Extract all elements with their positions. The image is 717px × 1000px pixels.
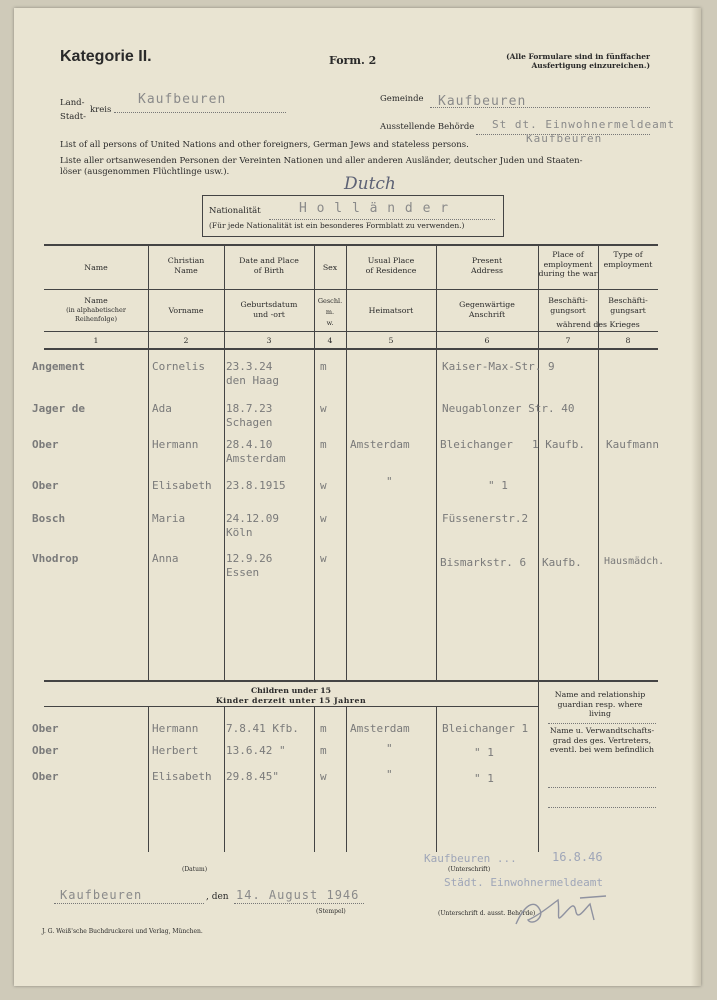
children-title-de: Kinder derzeit unter 15 Jahren: [215, 696, 367, 705]
nationality-value: H o l l ä n d e r: [299, 201, 450, 216]
children-title-divider: [44, 706, 538, 707]
guardian-divider: [548, 722, 656, 724]
col7-header-en-line3: during the war: [538, 269, 598, 278]
child-address: Bleichanger 1: [442, 722, 529, 735]
handwritten-signature: [510, 886, 620, 936]
row-heimat: ": [386, 475, 393, 488]
col6-header-de-line1: Gegenwärtige: [459, 300, 515, 309]
col5-header-de: Heimatsort: [368, 306, 414, 315]
child-sex: m: [320, 744, 327, 757]
children-col-divider: [148, 706, 149, 852]
row-birth-date: 28.4.10: [226, 438, 273, 451]
children-col-divider: [346, 706, 347, 852]
col8-header-en-line2: employment: [603, 259, 653, 269]
copies-note-line2: Ausfertigung einzureichen.): [531, 61, 650, 70]
guardian-header-en-line2: guardian resp. where: [557, 699, 643, 709]
row-name: Bosch: [32, 512, 66, 525]
behoerde-value-line1: St dt. Einwohnermeldeamt: [492, 118, 675, 131]
nationality-box: [202, 195, 504, 237]
col6-header-de: [436, 300, 538, 319]
col8-header-de: [598, 296, 658, 315]
table-bottom-line: [44, 680, 658, 682]
col7-header-de: [538, 296, 598, 315]
date-underline: [234, 902, 364, 904]
col4-header-en: Sex: [322, 263, 338, 272]
col2-header-en: [148, 256, 224, 275]
col-number: 2: [183, 336, 189, 345]
col7-header-en-line1: Place of: [552, 250, 584, 259]
children-title-en: Children under 15: [250, 686, 332, 695]
page-fold-shadow: [691, 8, 701, 986]
col5-header-en-line1: Usual Place: [367, 256, 415, 265]
children-guardian-divider: [538, 682, 539, 852]
row-vorname: Anna: [152, 552, 179, 565]
row-employment-place: 1 Kaufb.: [532, 438, 585, 451]
col-number: 5: [388, 336, 394, 345]
col8-header-en: [598, 250, 658, 269]
gemeinde-label: Gemeinde: [380, 94, 424, 104]
intro-english: List of all persons of United Nations and other foreigners, German Jews and stateless persons.: [60, 140, 469, 150]
row-sex: w: [320, 512, 327, 525]
land-label: Land-: [60, 98, 85, 108]
header-divider: [44, 289, 658, 290]
col3-header-de: [224, 300, 314, 319]
col8-header-de-line1: Beschäfti-: [608, 296, 648, 305]
col8-header-de-line2: gungsart: [610, 305, 646, 315]
child-sex: w: [320, 770, 327, 783]
children-col-divider: [224, 706, 225, 852]
authority-signature-label: (Unterschrift d. ausst. Behörde): [438, 910, 536, 917]
child-name: Ober: [32, 744, 59, 757]
stempel-label: (Stempel): [316, 908, 346, 915]
row-sex: w: [320, 402, 327, 415]
guardian-header-en-line1: Name and relationship: [554, 690, 646, 699]
datum-label: (Datum): [182, 866, 208, 873]
row-birth-place: den Haag: [226, 374, 279, 387]
header-divider-2: [44, 331, 658, 332]
col5-header-en-line2: of Residence: [365, 265, 417, 275]
row-employment-type: Hausmädch.: [604, 556, 665, 567]
row-birth-date: 12.9.26: [226, 552, 273, 565]
row-name: Vhodrop: [32, 552, 79, 565]
row-name: Jager de: [32, 402, 85, 415]
row-birth-place: Amsterdam: [226, 452, 286, 465]
col-number: 4: [327, 336, 333, 345]
row-vorname: Ada: [152, 402, 172, 415]
row-vorname: Maria: [152, 512, 186, 525]
kreis-label: kreis: [90, 105, 112, 115]
row-address: Bismarkstr. 6: [440, 556, 527, 569]
den-label: , den: [206, 892, 229, 902]
row-sex: w: [320, 552, 327, 565]
guardian-header-de-line1: Name u. Verwandtschafts-: [549, 726, 655, 735]
child-heimat: ": [386, 742, 393, 755]
col4-header-de-line2: m.: [325, 308, 335, 316]
col1-header-de-sub1: (in alphabetischer: [66, 305, 126, 314]
col2-header-en-line2: Name: [174, 265, 198, 275]
child-vorname: Hermann: [152, 722, 199, 735]
children-col-divider: [314, 706, 315, 852]
nationality-handwritten: Dutch: [344, 174, 396, 194]
child-address: " 1: [474, 772, 494, 785]
child-sex: m: [320, 722, 327, 735]
nationality-note: (Für jede Nationalität ist ein besonderes Formblatt zu verwenden.): [209, 221, 465, 230]
child-name: Ober: [32, 770, 59, 783]
behoerde-label: Ausstellende Behörde: [380, 122, 475, 132]
row-address: Bleichanger: [440, 438, 513, 451]
row-address: Füssenerstr.2: [442, 512, 529, 525]
stamp-date: 16.8.46: [552, 850, 603, 864]
row-sex: m: [320, 360, 327, 373]
child-birth: 7.8.41 Kfb.: [226, 722, 299, 735]
child-birth: 13.6.42 ": [226, 744, 286, 757]
child-address: " 1: [474, 746, 494, 759]
form-number: Form. 2: [329, 54, 377, 67]
stadt-label: Stadt-: [60, 112, 87, 122]
col-number: 6: [484, 336, 490, 345]
signature-stroke: [516, 896, 606, 924]
number-row-bottom: [44, 348, 658, 350]
row-birth-date: 18.7.23: [226, 402, 273, 415]
row-address: " 1: [488, 479, 508, 492]
col4-header-de-line3: w.: [326, 319, 334, 327]
col4-header-de-line1: Geschl.: [317, 297, 343, 305]
place-underline: [54, 902, 204, 904]
row-name: Angement: [32, 360, 85, 373]
row-vorname: Hermann: [152, 438, 199, 451]
row-employment-place: Kaufb.: [542, 556, 582, 569]
col1-header-de-sub2: Reihenfolge): [75, 315, 117, 323]
child-heimat: ": [386, 768, 393, 781]
col6-header-de-line2: Anschrift: [468, 309, 506, 319]
guardian-header-de-line2: grad des ges. Vertreters,: [552, 735, 652, 745]
row-sex: m: [320, 438, 327, 451]
guardian-header-de: [542, 726, 662, 755]
col6-header-en: [436, 256, 538, 275]
copies-note-line1: (Alle Formulare sind in fünffacher: [506, 52, 650, 61]
col1-header-en: Name: [84, 263, 108, 272]
children-col-divider: [436, 706, 437, 852]
col7-header-en: [538, 250, 598, 279]
child-heimat: Amsterdam: [350, 722, 410, 735]
col8-header-en-line1: Type of: [613, 250, 643, 259]
col6-header-en-line2: Address: [471, 265, 503, 275]
row-name: Ober: [32, 438, 59, 451]
guardian-header-en-line3: living: [589, 709, 611, 718]
col-number: 1: [93, 336, 99, 345]
child-vorname: Elisabeth: [152, 770, 212, 783]
row-birth-place: Essen: [226, 566, 260, 579]
date-value: 14. August 1946: [236, 888, 360, 902]
kreis-underline: [114, 111, 286, 113]
guardian-line: [548, 786, 656, 788]
row-vorname: Elisabeth: [152, 479, 212, 492]
copies-note: [484, 52, 650, 70]
col3-header-de-line1: Geburtsdatum: [240, 300, 298, 309]
row-birth-date: 23.3.24: [226, 360, 273, 373]
col-number: 7: [565, 336, 571, 345]
kreis-value: Kaufbeuren: [138, 92, 227, 107]
place-value: Kaufbeuren: [60, 888, 143, 902]
col3-header-en-line2: of Birth: [253, 265, 285, 275]
row-sex: w: [320, 479, 327, 492]
col1-header-de-line1: Name: [84, 296, 108, 305]
printer-note: J. G. Weiß'sche Buchdruckerei und Verlag, München.: [42, 928, 203, 935]
col2-header-de: Vorname: [168, 306, 204, 315]
col7-header-de-line1: Beschäfti-: [548, 296, 588, 305]
row-name: Ober: [32, 479, 59, 492]
guardian-header-en: [542, 690, 658, 719]
row-heimat: Amsterdam: [350, 438, 410, 451]
row-employment-type: Kaufmann: [606, 438, 659, 451]
intro-german-line1: Liste aller ortsanwesenden Personen der Vereinten Nationen und aller anderen Ausländer, deutscher Juden und Staaten-: [60, 156, 583, 166]
row-birth-place: Köln: [226, 526, 253, 539]
col7-header-de-line2: gungsort: [550, 305, 586, 315]
row-birth-date: 24.12.09: [226, 512, 279, 525]
nationality-underline: [269, 218, 495, 220]
guardian-header-de-line3: eventl. bei wem befindlich: [549, 745, 655, 754]
child-vorname: Herbert: [152, 744, 199, 757]
row-birth-place: Schagen: [226, 416, 273, 429]
col3-header-en: [224, 256, 314, 275]
intro-german-line2: löser (ausgenommen Flüchtlinge usw.).: [60, 167, 230, 177]
col3-header-en-line1: Date and Place: [239, 256, 299, 265]
stamp-line2: Städt. Einwohnermeldeamt: [444, 876, 603, 889]
guardian-line: [548, 806, 656, 808]
form-sheet: [14, 8, 701, 986]
row-address: Neugablonzer Str. 40: [442, 402, 575, 415]
col7-header-en-line2: employment: [543, 259, 593, 269]
behoerde-value-line2: Kaufbeuren: [526, 132, 603, 145]
row-address: Kaiser-Max-Str. 9: [442, 360, 555, 373]
gemeinde-value: Kaufbeuren: [438, 94, 527, 109]
unterschrift-label: (Unterschrift): [448, 866, 491, 873]
col1-header-de: [44, 296, 148, 325]
col-number: 3: [266, 336, 272, 345]
col-number: 8: [625, 336, 631, 345]
row-birth-date: 23.8.1915: [226, 479, 286, 492]
col78-header-de-note: während des Krieges: [556, 320, 640, 329]
col4-header-de: [314, 296, 346, 329]
row-vorname: Cornelis: [152, 360, 205, 373]
col6-header-en-line1: Present: [471, 256, 503, 265]
category-title: Kategorie II.: [60, 48, 152, 65]
col3-header-de-line2: und -ort: [253, 309, 285, 319]
table-top-line: [44, 244, 658, 246]
stamp-line1: Kaufbeuren ...: [424, 852, 517, 865]
col2-header-en-line1: Christian: [167, 256, 205, 265]
child-birth: 29.8.45": [226, 770, 279, 783]
child-name: Ober: [32, 722, 59, 735]
nationality-label: Nationalität: [209, 206, 261, 216]
col5-header-en: [346, 256, 436, 275]
